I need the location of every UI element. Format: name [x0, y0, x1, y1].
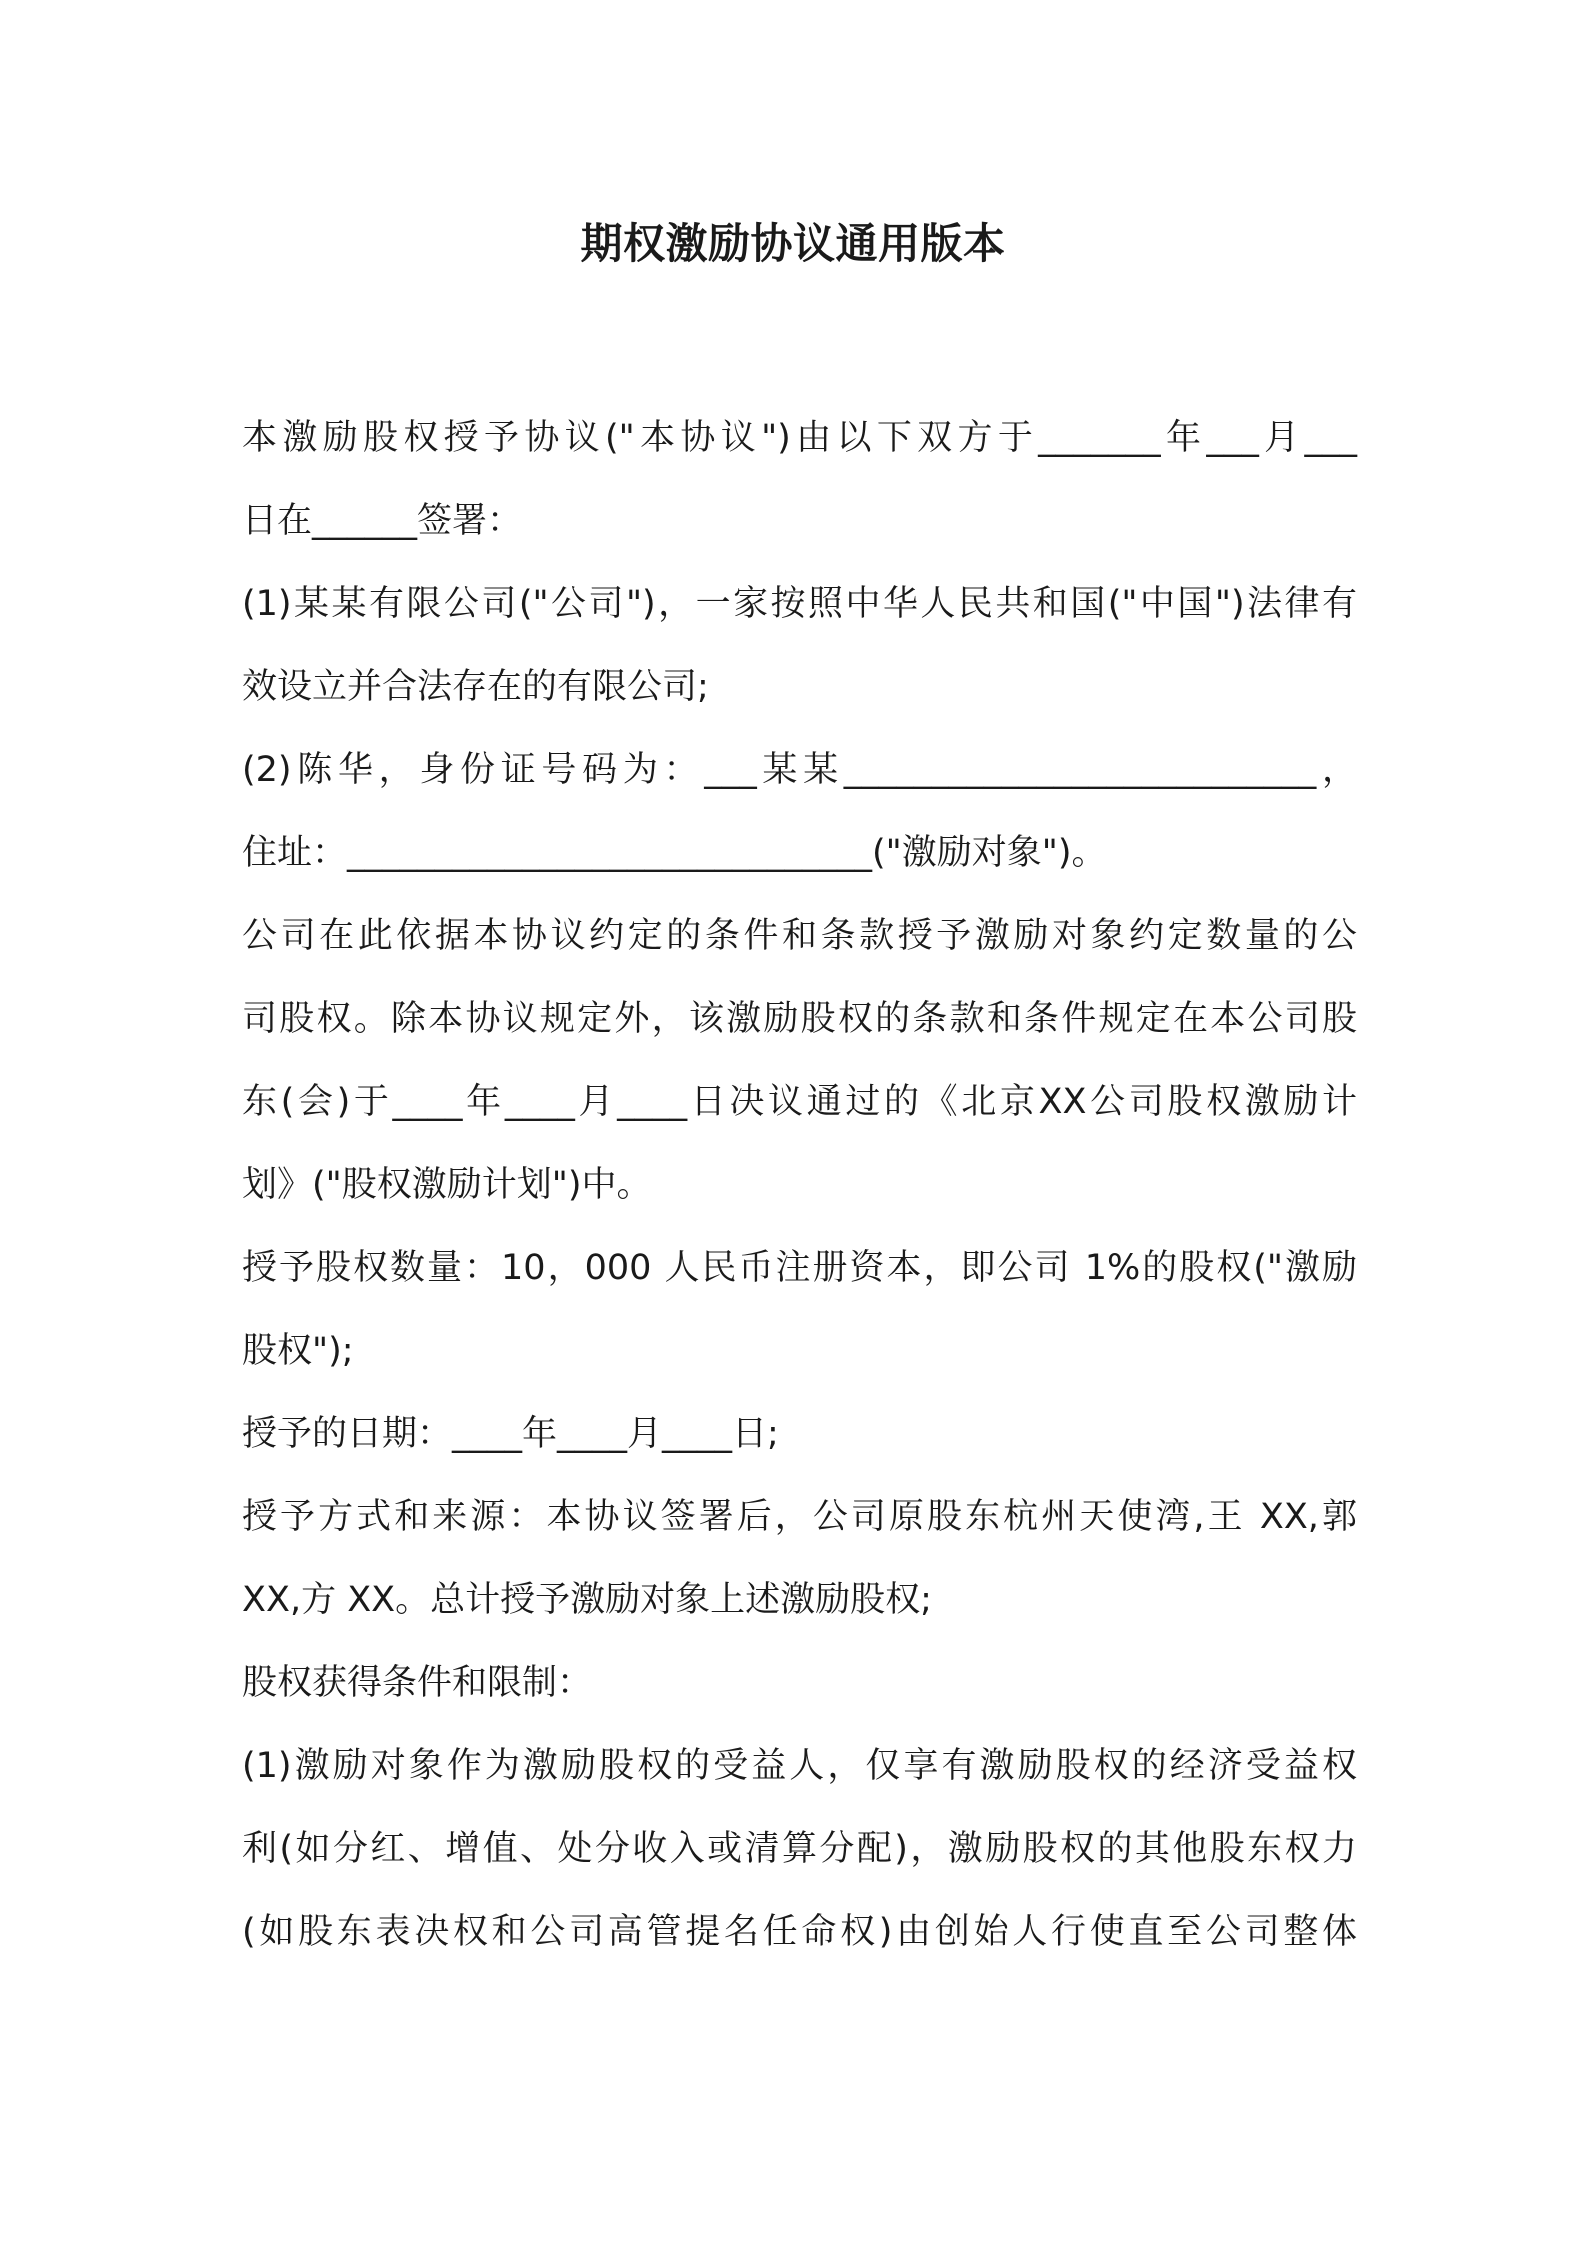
text-line: XX,方 XX。总计授予激励对象上述激励股权; — [242, 1580, 932, 1620]
text-line: 授予的日期：____年____月____日; — [242, 1414, 779, 1454]
text-line: (1)激励对象作为激励股权的受益人，仅享有激励股权的经济受益权 — [242, 1746, 1357, 1786]
text-line: 司股权。除本协议规定外，该激励股权的条款和条件规定在本公司股 — [242, 999, 1357, 1039]
text-line: 授予方式和来源：本协议签署后，公司原股东杭州天使湾,王 XX,郭 — [242, 1497, 1357, 1537]
text-line: 授予股权数量：10，000 人民币注册资本，即公司 1%的股权("激励 — [242, 1248, 1357, 1288]
text-line: (2)陈华，身份证号码为：___某某___________________________， — [242, 750, 1357, 790]
text-line: 本激励股权授予协议("本协议")由以下双方于_______年___月___ — [242, 418, 1357, 458]
document-body — [242, 408, 1357, 1985]
text-line: 住址：______________________________("激励对象")。 — [242, 833, 1107, 873]
text-line: (1)某某有限公司("公司")，一家按照中华人民共和国("中国")法律有 — [242, 584, 1357, 624]
document-title: 期权激励协议通用版本 — [580, 219, 1006, 268]
text-line: (如股东表决权和公司高管提名任命权)由创始人行使直至公司整体 — [242, 1912, 1357, 1952]
text-line: 公司在此依据本协议约定的条件和条款授予激励对象约定数量的公 — [242, 916, 1357, 956]
text-line: 股权"); — [242, 1331, 354, 1371]
text-line: 日在______签署： — [242, 501, 523, 541]
text-line: 划》("股权激励计划")中。 — [242, 1165, 652, 1205]
text-line: 效设立并合法存在的有限公司; — [242, 667, 709, 707]
text-line: 利(如分红、增值、处分收入或清算分配)，激励股权的其他股东权力 — [242, 1829, 1357, 1869]
text-line: 股权获得条件和限制： — [242, 1663, 593, 1703]
text-line: 东(会)于____年____月____日决议通过的《北京XX公司股权激励计 — [242, 1082, 1357, 1122]
